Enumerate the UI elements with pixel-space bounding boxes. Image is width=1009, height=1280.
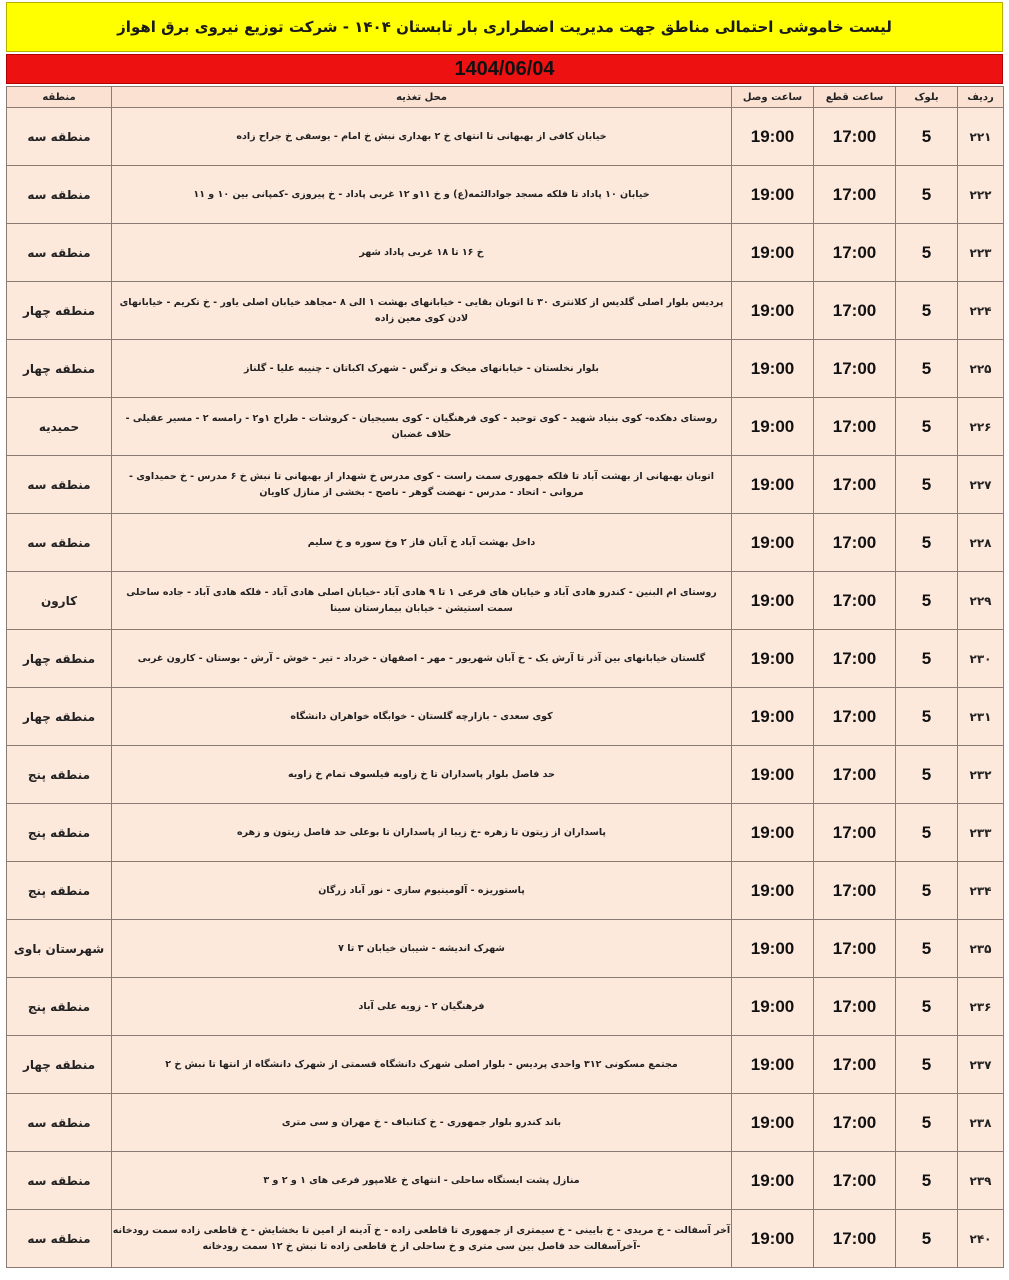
- connect-time-cell: 19:00: [732, 1210, 814, 1268]
- area-cell: منطقه پنج: [7, 862, 112, 920]
- table-row: [7, 862, 1004, 920]
- area-cell: منطقه پنج: [7, 978, 112, 1036]
- block-cell: 5: [896, 920, 958, 978]
- area-cell: شهرستان باوی: [7, 920, 112, 978]
- block-cell: 5: [896, 340, 958, 398]
- block-cell: 5: [896, 1152, 958, 1210]
- table-row: [7, 1152, 1004, 1210]
- area-cell: منطقه چهار: [7, 282, 112, 340]
- table-row: [7, 978, 1004, 1036]
- location-cell: داخل بهشت آباد خ آبان فاز ۲ وخ سوره و خ سلیم: [112, 514, 732, 572]
- block-cell: 5: [896, 1036, 958, 1094]
- block-cell: 5: [896, 456, 958, 514]
- location-cell: خیابان ۱۰ پاداد تا فلکه مسجد جوادالئمه(ع) و خ ۱۱و ۱۲ غربی پاداد - خ پیروزی -کمپانی بین ۱۰ و ۱۱: [112, 166, 732, 224]
- connect-time-cell: 19:00: [732, 572, 814, 630]
- location-cell: خیابان کافی از بهبهانی تا انتهای خ ۲ بهداری نبش خ امام - یوسفی خ جراح زاده: [112, 108, 732, 166]
- block-cell: 5: [896, 514, 958, 572]
- date-banner: 1404/06/04: [6, 54, 1003, 84]
- connect-time-cell: 19:00: [732, 282, 814, 340]
- row-number-cell: ۲۴۰: [958, 1210, 1004, 1268]
- location-cell: باند کندرو بلوار جمهوری - خ کتانباف - خ مهران و سی متری: [112, 1094, 732, 1152]
- area-cell: منطقه پنج: [7, 746, 112, 804]
- cut-time-cell: 17:00: [814, 1094, 896, 1152]
- connect-time-cell: 19:00: [732, 398, 814, 456]
- table-row: [7, 920, 1004, 978]
- connect-time-cell: 19:00: [732, 1094, 814, 1152]
- row-number-cell: ۲۳۶: [958, 978, 1004, 1036]
- table-row: [7, 630, 1004, 688]
- block-cell: 5: [896, 630, 958, 688]
- table-row: [7, 688, 1004, 746]
- connect-time-cell: 19:00: [732, 630, 814, 688]
- cut-time-cell: 17:00: [814, 1036, 896, 1094]
- row-number-cell: ۲۳۳: [958, 804, 1004, 862]
- block-cell: 5: [896, 1210, 958, 1268]
- block-cell: 5: [896, 166, 958, 224]
- table-row: [7, 572, 1004, 630]
- row-number-cell: ۲۲۶: [958, 398, 1004, 456]
- connect-time-cell: 19:00: [732, 456, 814, 514]
- location-cell: روستای دهکده- کوی بنیاد شهید - کوی توحید - کوی فرهنگیان - کوی بسیجیان - کروشات - طراح ۱و۲ - رامسه ۲ - مسیر عقیلی - حلاف غضبان: [112, 398, 732, 456]
- area-cell: کارون: [7, 572, 112, 630]
- block-cell: 5: [896, 572, 958, 630]
- location-cell: روستای ام البنین - کندرو هادی آباد و خیابان های فرعی ۱ تا ۹ هادی آباد -خیابان اصلی هادی آباد - فلکه هادی آباد - جاده ساحلی سمت استیشن - خیابان بیمارستان سینا: [112, 572, 732, 630]
- area-cell: منطقه سه: [7, 456, 112, 514]
- area-cell: منطقه چهار: [7, 1036, 112, 1094]
- table-row: [7, 166, 1004, 224]
- connect-time-cell: 19:00: [732, 1036, 814, 1094]
- connect-time-cell: 19:00: [732, 108, 814, 166]
- block-cell: 5: [896, 282, 958, 340]
- block-cell: 5: [896, 978, 958, 1036]
- table-row: [7, 1036, 1004, 1094]
- cut-time-cell: 17:00: [814, 1152, 896, 1210]
- connect-time-cell: 19:00: [732, 514, 814, 572]
- block-cell: 5: [896, 398, 958, 456]
- cut-time-cell: 17:00: [814, 398, 896, 456]
- location-cell: گلستان خیابانهای بین آذر تا آرش یک - خ آبان شهریور - مهر - اصفهان - خرداد - تیر - خوش - آرش - بوستان - کارون غربی: [112, 630, 732, 688]
- table-row: [7, 1210, 1004, 1268]
- area-cell: منطقه سه: [7, 108, 112, 166]
- cut-time-cell: 17:00: [814, 804, 896, 862]
- row-number-cell: ۲۳۲: [958, 746, 1004, 804]
- location-cell: اتوبان بهبهانی از بهشت آباد تا فلکه جمهوری سمت راست - کوی مدرس خ شهدار از بهبهانی تا نبش خ ۶ مدرس - خ حمیداوی - مروانی - اتحاد - مدرس - نهضت گوهر - ناصح - بخشی از منازل کاویان: [112, 456, 732, 514]
- table-row: [7, 108, 1004, 166]
- row-number-cell: ۲۲۹: [958, 572, 1004, 630]
- table-row: [7, 514, 1004, 572]
- area-cell: منطقه سه: [7, 514, 112, 572]
- area-cell: منطقه سه: [7, 1210, 112, 1268]
- row-number-cell: ۲۲۳: [958, 224, 1004, 282]
- block-cell: 5: [896, 862, 958, 920]
- location-cell: خ ۱۶ تا ۱۸ غربی پاداد شهر: [112, 224, 732, 282]
- row-number-cell: ۲۳۸: [958, 1094, 1004, 1152]
- outage-table: [6, 86, 1004, 1268]
- row-number-cell: ۲۳۷: [958, 1036, 1004, 1094]
- table-body: [7, 108, 1004, 1268]
- location-cell: فرهنگیان ۲ - زویه علی آباد: [112, 978, 732, 1036]
- location-cell: پاستوریزه - آلومینیوم سازی - نور آباد زرگان: [112, 862, 732, 920]
- location-cell: کوی سعدی - بازارچه گلستان - خوابگاه خواهران دانشگاه: [112, 688, 732, 746]
- location-cell: آخر آسفالت - خ مریدی - خ بایینی - خ سیمتری از جمهوری تا قاطعی زاده - خ آدینه از امین تا بخشایش - خ قاطعی زاده سمت رودخانه -آخرآسفالت حد فاصل بین سی متری و خ ساحلی از خ قاطعی زاده تا نبش خ ۱۲ سمت رودخانه: [112, 1210, 732, 1268]
- connect-time-cell: 19:00: [732, 862, 814, 920]
- location-cell: پردیس بلوار اصلی گلدیس از کلانتری ۳۰ تا اتوبان بقایی - خیابانهای بهشت ۱ الی ۸ -مجاهد خیابان اصلی یاور - خ تکریم - خیابانهای لادن کوی معین زاده: [112, 282, 732, 340]
- table-row: [7, 456, 1004, 514]
- connect-time-cell: 19:00: [732, 1152, 814, 1210]
- cut-time-cell: 17:00: [814, 282, 896, 340]
- row-number-cell: ۲۳۵: [958, 920, 1004, 978]
- row-number-cell: ۲۲۵: [958, 340, 1004, 398]
- area-cell: حمیدیه: [7, 398, 112, 456]
- location-cell: منازل پشت ایستگاه ساحلی - انتهای خ غلامپور فرعی های ۱ و ۲ و ۳: [112, 1152, 732, 1210]
- area-cell: منطقه سه: [7, 1152, 112, 1210]
- header-location: محل تغذیه: [112, 87, 732, 108]
- row-number-cell: ۲۲۲: [958, 166, 1004, 224]
- block-cell: 5: [896, 224, 958, 282]
- connect-time-cell: 19:00: [732, 166, 814, 224]
- location-cell: حد فاصل بلوار پاسداران تا خ زاویه فیلسوف تمام خ زاویه: [112, 746, 732, 804]
- cut-time-cell: 17:00: [814, 572, 896, 630]
- table-row: [7, 1094, 1004, 1152]
- location-cell: پاسداران از زیتون تا زهره -خ زیبا از پاسداران تا بوعلی حد فاصل زیتون و زهره: [112, 804, 732, 862]
- row-number-cell: ۲۲۸: [958, 514, 1004, 572]
- connect-time-cell: 19:00: [732, 920, 814, 978]
- table-row: [7, 746, 1004, 804]
- cut-time-cell: 17:00: [814, 746, 896, 804]
- block-cell: 5: [896, 746, 958, 804]
- cut-time-cell: 17:00: [814, 514, 896, 572]
- area-cell: منطقه سه: [7, 224, 112, 282]
- table-row: [7, 340, 1004, 398]
- area-cell: منطقه چهار: [7, 688, 112, 746]
- connect-time-cell: 19:00: [732, 804, 814, 862]
- area-cell: منطقه چهار: [7, 340, 112, 398]
- area-cell: منطقه پنج: [7, 804, 112, 862]
- row-number-cell: ۲۳۴: [958, 862, 1004, 920]
- cut-time-cell: 17:00: [814, 456, 896, 514]
- table-header-row: [7, 87, 1004, 108]
- block-cell: 5: [896, 804, 958, 862]
- cut-time-cell: 17:00: [814, 688, 896, 746]
- header-row-number: ردیف: [958, 87, 1004, 108]
- row-number-cell: ۲۲۱: [958, 108, 1004, 166]
- area-cell: منطقه سه: [7, 166, 112, 224]
- area-cell: منطقه چهار: [7, 630, 112, 688]
- cut-time-cell: 17:00: [814, 862, 896, 920]
- location-cell: بلوار نخلستان - خیابانهای میخک و نرگس - شهرک اکباتان - چنیبه علیا - گلناز: [112, 340, 732, 398]
- area-cell: منطقه سه: [7, 1094, 112, 1152]
- cut-time-cell: 17:00: [814, 1210, 896, 1268]
- connect-time-cell: 19:00: [732, 224, 814, 282]
- cut-time-cell: 17:00: [814, 340, 896, 398]
- connect-time-cell: 19:00: [732, 688, 814, 746]
- row-number-cell: ۲۲۴: [958, 282, 1004, 340]
- block-cell: 5: [896, 1094, 958, 1152]
- row-number-cell: ۲۳۹: [958, 1152, 1004, 1210]
- cut-time-cell: 17:00: [814, 224, 896, 282]
- cut-time-cell: 17:00: [814, 920, 896, 978]
- location-cell: شهرک اندیشه - شیبان خیابان ۳ تا ۷: [112, 920, 732, 978]
- connect-time-cell: 19:00: [732, 978, 814, 1036]
- header-connect-time: ساعت وصل: [732, 87, 814, 108]
- row-number-cell: ۲۳۱: [958, 688, 1004, 746]
- page-title: لیست خاموشی احتمالی مناطق جهت مدیریت اضطراری بار تابستان ۱۴۰۴ - شرکت توزیع نیروی برق اهواز: [6, 2, 1003, 52]
- cut-time-cell: 17:00: [814, 978, 896, 1036]
- table-row: [7, 398, 1004, 456]
- cut-time-cell: 17:00: [814, 630, 896, 688]
- row-number-cell: ۲۳۰: [958, 630, 1004, 688]
- header-area: منطقه: [7, 87, 112, 108]
- table-row: [7, 224, 1004, 282]
- block-cell: 5: [896, 108, 958, 166]
- cut-time-cell: 17:00: [814, 166, 896, 224]
- block-cell: 5: [896, 688, 958, 746]
- cut-time-cell: 17:00: [814, 108, 896, 166]
- table-row: [7, 282, 1004, 340]
- connect-time-cell: 19:00: [732, 746, 814, 804]
- location-cell: مجتمع مسکونی ۳۱۲ واحدی پردیس - بلوار اصلی شهرک دانشگاه قسمتی از شهرک دانشگاه از انتها تا نبش خ ۲: [112, 1036, 732, 1094]
- row-number-cell: ۲۲۷: [958, 456, 1004, 514]
- connect-time-cell: 19:00: [732, 340, 814, 398]
- header-cut-time: ساعت قطع: [814, 87, 896, 108]
- table-row: [7, 804, 1004, 862]
- header-block: بلوک: [896, 87, 958, 108]
